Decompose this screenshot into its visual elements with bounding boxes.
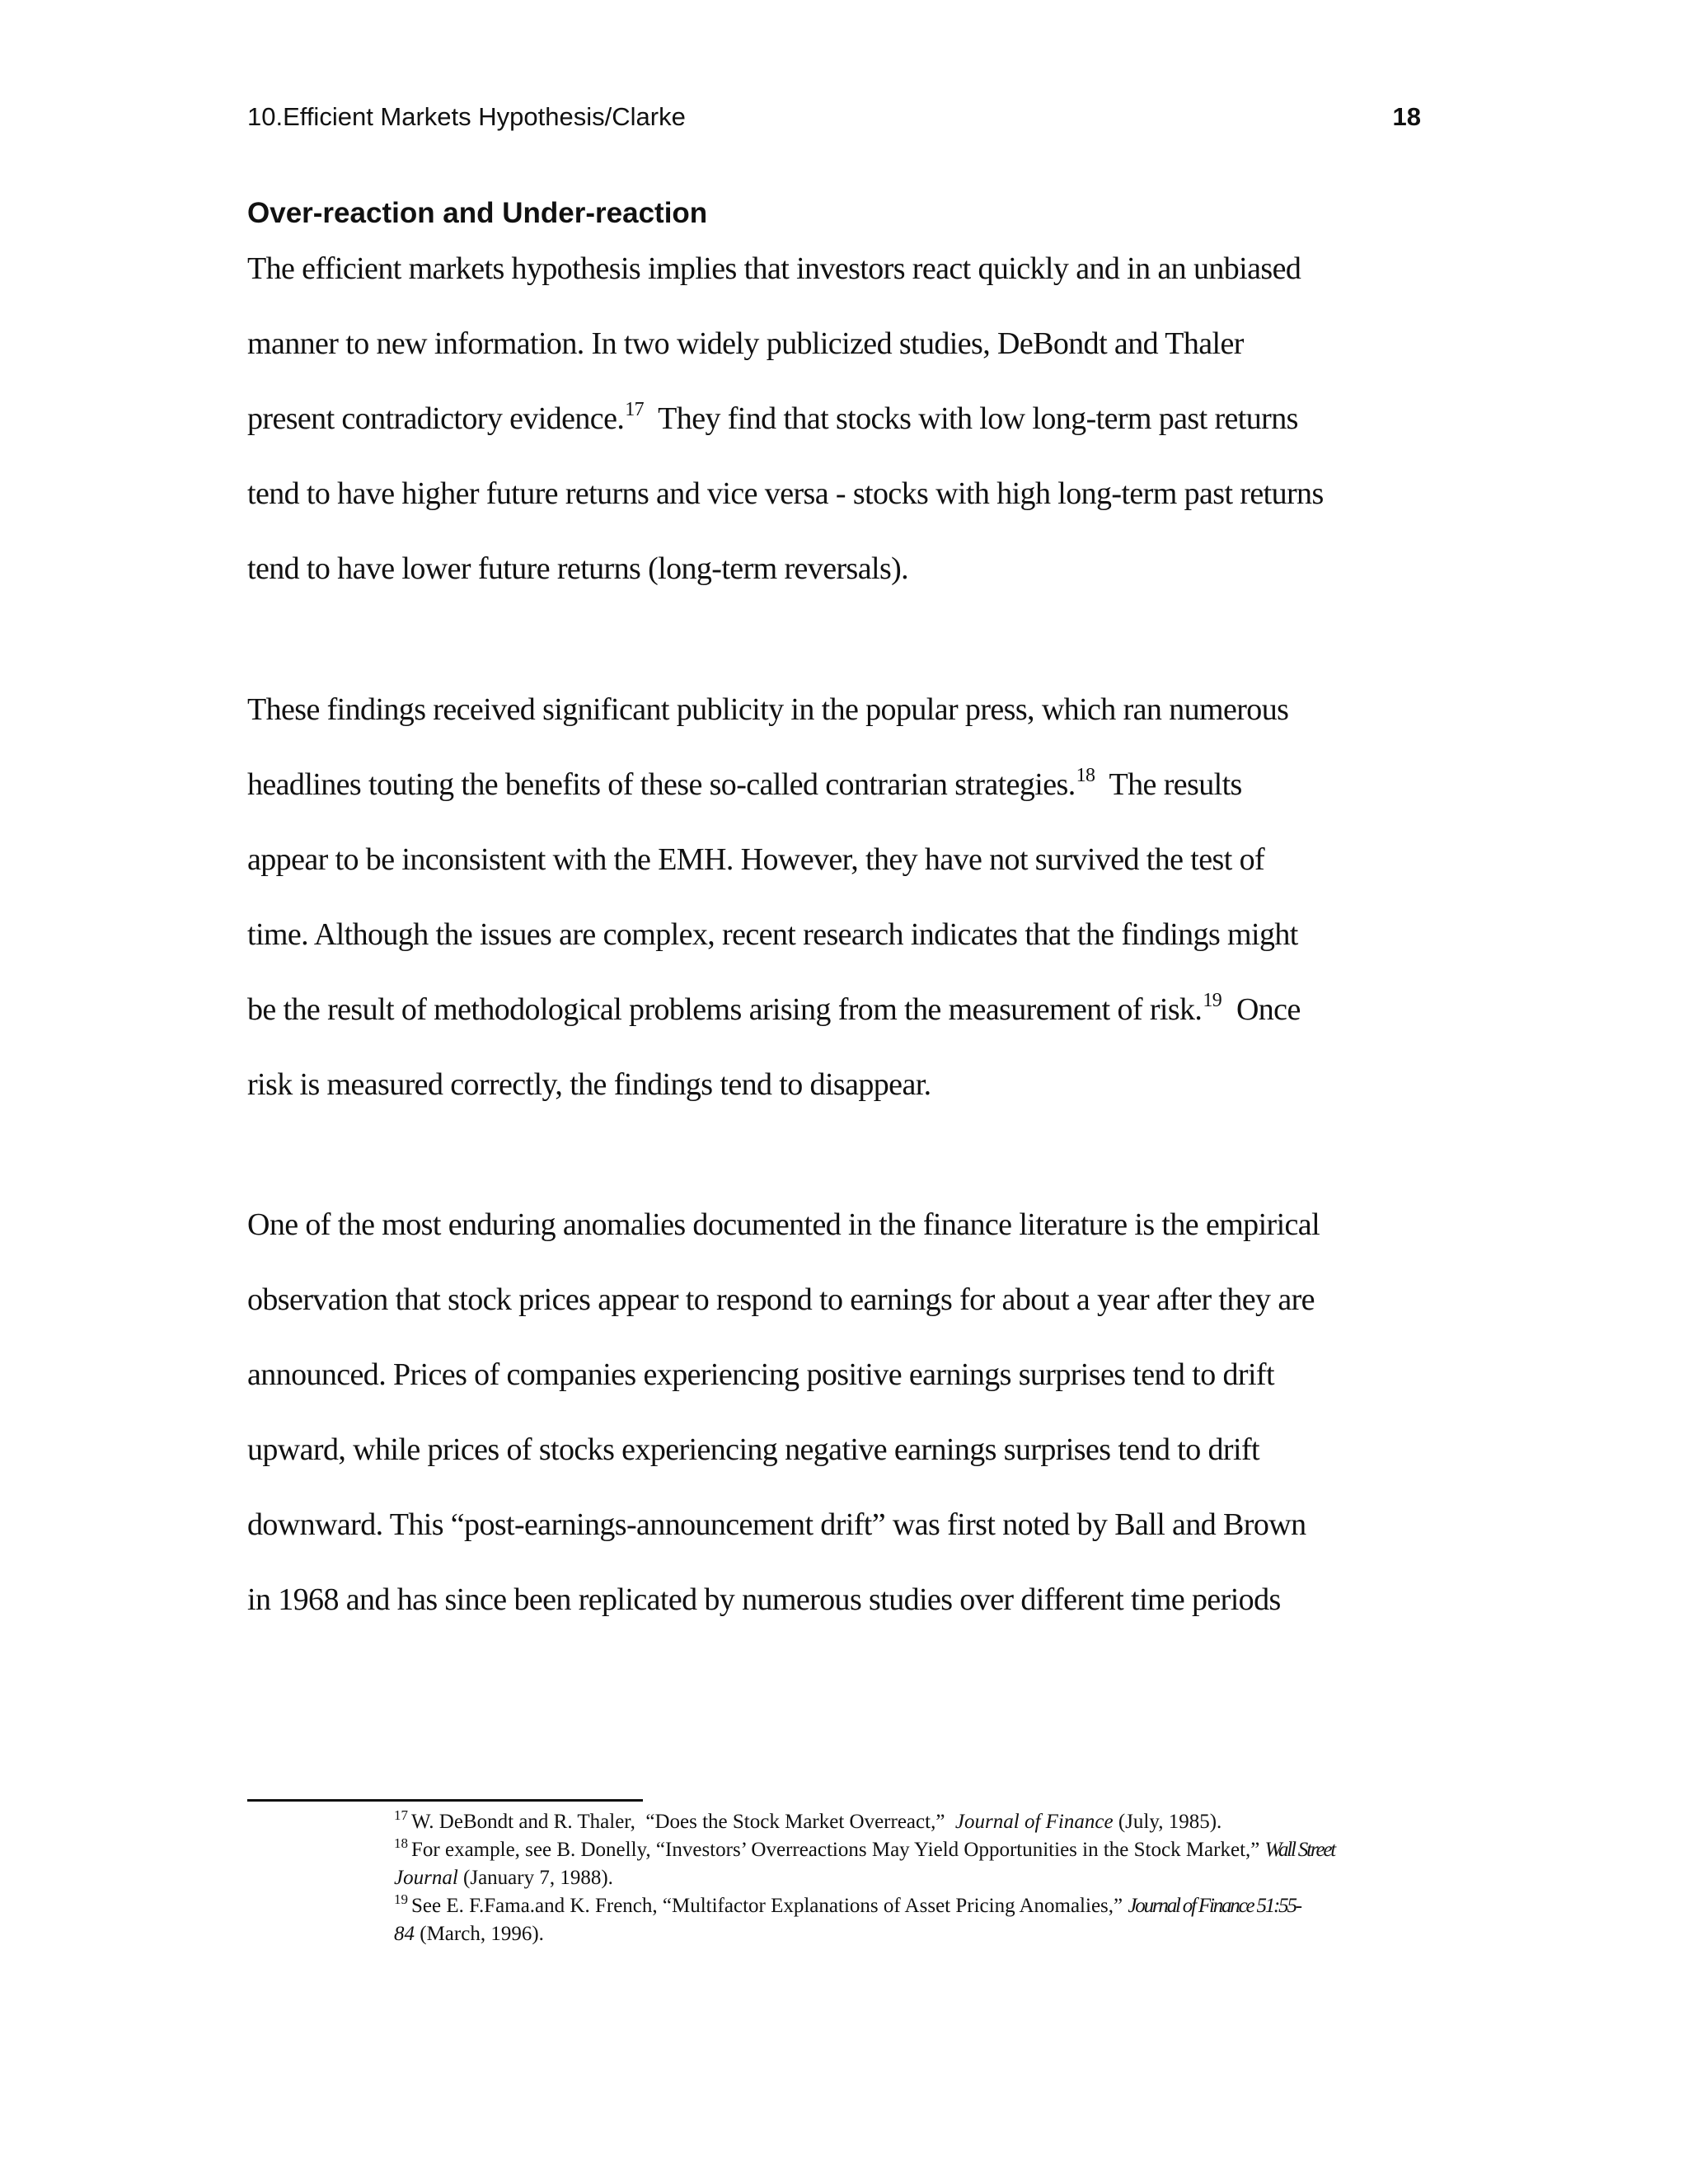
footnote-17 xyxy=(394,1807,1222,1835)
running-title: 10.Efficient Markets Hypothesis/Clarke xyxy=(247,102,686,131)
paragraph-line: tend to have lower future returns (long-term reversals). xyxy=(247,551,909,586)
paragraph-line: One of the most enduring anomalies documented in the finance literature is the empirical xyxy=(247,1207,1320,1242)
footnote-journal: Journal xyxy=(394,1867,458,1889)
footnote-18 xyxy=(394,1835,1334,1863)
footnote-19-cont xyxy=(394,1922,544,1947)
footnote-18-cont xyxy=(394,1866,613,1891)
footnote-number: 17 xyxy=(394,1807,408,1823)
footnote-text: W. DeBondt and R. Thaler, “Does the Stock Market Overreact,” xyxy=(411,1811,955,1833)
line-text: present contradictory evidence. xyxy=(247,401,625,436)
line-text: be the result of methodological problems arising from the measurement of risk. xyxy=(247,992,1203,1027)
paragraph-line: These findings received significant publicity in the popular press, which ran numerous xyxy=(247,692,1289,727)
line-text: They find that stocks with low long-term past returns xyxy=(644,401,1298,436)
footnote-journal: Journal of Finance xyxy=(954,1811,1114,1833)
footnote-text: (January 7, 1988). xyxy=(457,1867,613,1889)
paragraph-line: manner to new information. In two widely publicized studies, DeBondt and Thaler xyxy=(247,326,1244,361)
footnote-separator xyxy=(247,1799,643,1802)
paragraph-line xyxy=(247,991,1301,1029)
paragraph-line: risk is measured correctly, the findings tend to disappear. xyxy=(247,1067,931,1102)
footnote-text: For example, see B. Donelly, “Investors’ Overreactions May Yield Opportunities in the Stock Market,” xyxy=(411,1839,1265,1861)
line-text: Once xyxy=(1221,992,1301,1027)
paragraph-line xyxy=(247,400,1298,438)
section-heading: Over-reaction and Under-reaction xyxy=(247,197,708,229)
paragraph-line: time. Although the issues are complex, recent research indicates that the findings might xyxy=(247,917,1298,952)
footnote-journal: Wall Street xyxy=(1264,1839,1334,1861)
footnote-journal: 84 xyxy=(394,1923,415,1945)
paragraph-line: upward, while prices of stocks experiencing negative earnings surprises tend to drift xyxy=(247,1432,1259,1467)
line-text: headlines touting the benefits of these so-called contrarian strategies. xyxy=(247,767,1076,802)
footnote-ref-19[interactable]: 19 xyxy=(1203,990,1222,1011)
paragraph-line: downward. This “post-earnings-announcement drift” was first noted by Ball and Brown xyxy=(247,1507,1306,1542)
footnote-text: (March, 1996). xyxy=(415,1923,544,1945)
footnote-journal: Journal of Finance 51:55- xyxy=(1128,1895,1301,1917)
line-text: The results xyxy=(1095,767,1242,802)
footnote-number: 19 xyxy=(394,1891,408,1907)
footnote-text: See E. F.Fama.and K. French, “Multifactor Explanations of Asset Pricing Anomalies,” xyxy=(411,1895,1128,1917)
paragraph-line: appear to be inconsistent with the EMH. However, they have not survived the test of xyxy=(247,842,1265,877)
footnote-ref-18[interactable]: 18 xyxy=(1076,765,1095,786)
page-number: 18 xyxy=(1392,102,1421,131)
footnote-number: 18 xyxy=(394,1835,408,1851)
paragraph-line: announced. Prices of companies experiencing positive earnings surprises tend to drift xyxy=(247,1357,1274,1392)
paragraph-line: observation that stock prices appear to respond to earnings for about a year after they are xyxy=(247,1282,1315,1317)
paragraph-line: tend to have higher future returns and vice versa - stocks with high long-term past returns xyxy=(247,476,1324,511)
paragraph-line: The efficient markets hypothesis implies that investors react quickly and in an unbiased xyxy=(247,251,1301,286)
paragraph-line: in 1968 and has since been replicated by numerous studies over different time periods xyxy=(247,1582,1281,1617)
running-header xyxy=(247,99,1421,135)
footnote-text: (July, 1985). xyxy=(1113,1811,1222,1833)
footnote-19 xyxy=(394,1891,1301,1919)
footnote-ref-17[interactable]: 17 xyxy=(625,399,645,420)
paragraph-line xyxy=(247,766,1242,804)
